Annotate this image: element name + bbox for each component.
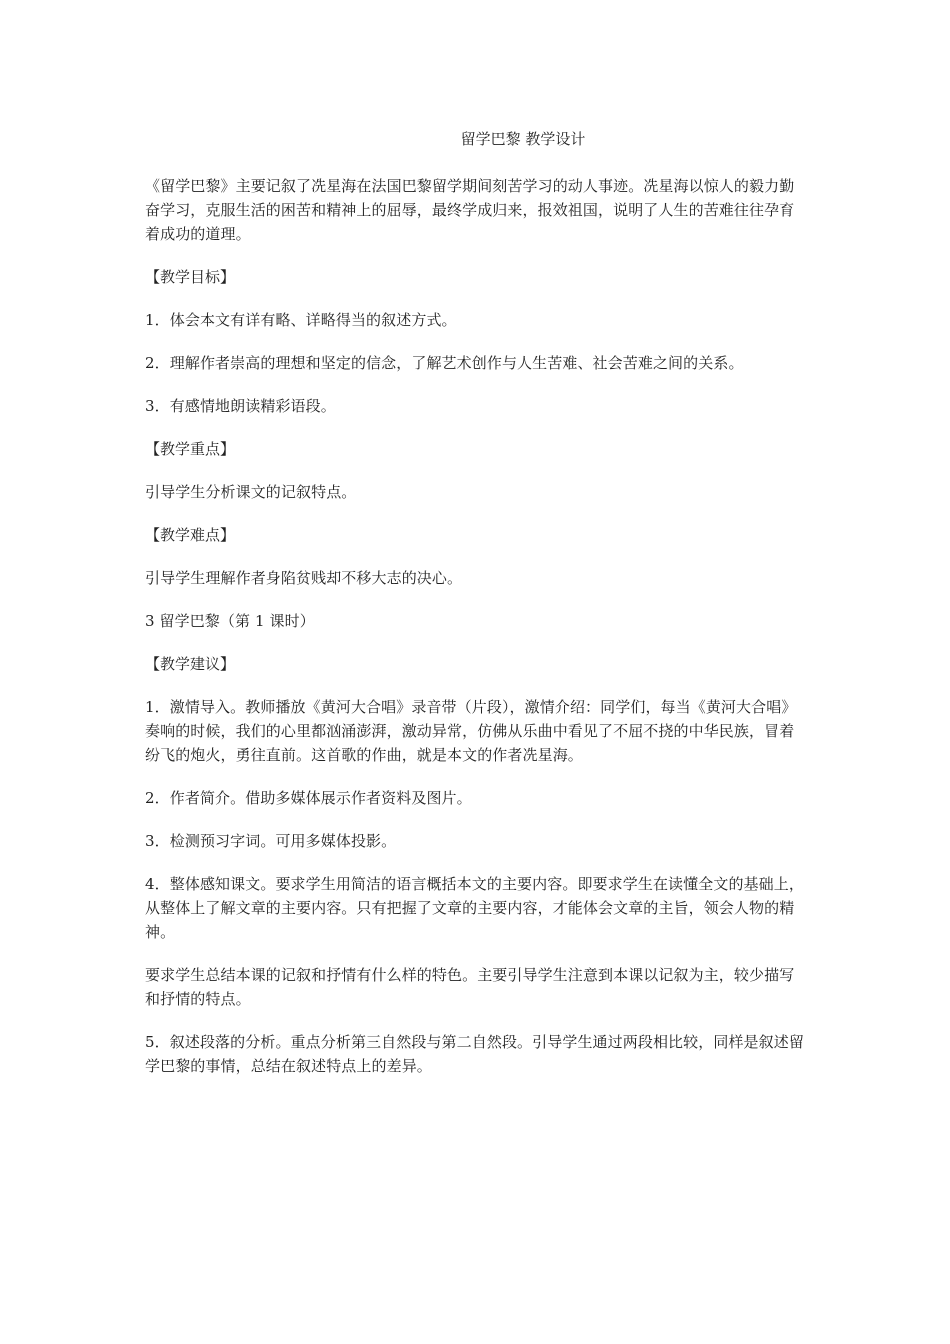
suggestion-item-1: 1．激情导入。教师播放《黄河大合唱》录音带（片段），激情介绍：同学们，每当《黄河大合唱》奏响的时候，我们的心里都汹涌澎湃，激动异常，仿佛从乐曲中看见了不屈不挠的中华民族，冒着纷飞的炮火，勇往直前。这首歌的作曲，就是本文的作者冼星海。 <box>145 698 797 764</box>
document-title: 留学巴黎 教学设计 <box>460 130 586 148</box>
suggestion-item-4: 4．整体感知课文。要求学生用简洁的语言概括本文的主要内容。即要求学生在读懂全文的基础上，从整体上了解文章的主要内容。只有把握了文章的主要内容，才能体会文章的主旨，领会人物的精神。 <box>145 875 804 941</box>
lesson-title: 3 留学巴黎（第 1 课时） <box>145 612 315 630</box>
suggestion-item-5: 5．叙述段落的分析。重点分析第三自然段与第二自然段。引导学生通过两段相比较，同样是叙述留学巴黎的事情，总结在叙述特点上的差异。 <box>145 1033 804 1075</box>
section-heading-key-points: 【教学重点】 <box>145 440 236 458</box>
suggestion-item-2: 2．作者简介。借助多媒体展示作者资料及图片。 <box>145 789 472 807</box>
document-body <box>145 174 807 1097</box>
difficulty-text: 引导学生理解作者身陷贫贱却不移大志的决心。 <box>145 569 463 587</box>
objective-item-1: 1．体会本文有详有略、详略得当的叙述方式。 <box>145 311 457 329</box>
suggestion-item-4-continued: 要求学生总结本课的记叙和抒情有什么样的特色。主要引导学生注意到本课以记叙为主，较少描写和抒情的特点。 <box>145 966 795 1008</box>
intro-paragraph: 《留学巴黎》主要记叙了冼星海在法国巴黎留学期间刻苦学习的动人事迹。冼星海以惊人的毅力勤奋学习，克服生活的困苦和精神上的屈辱，最终学成归来，报效祖国，说明了人生的苦难往往孕育着成功的道理。 <box>145 177 795 243</box>
objective-item-2: 2．理解作者崇高的理想和坚定的信念，了解艺术创作与人生苦难、社会苦难之间的关系。 <box>145 354 744 372</box>
section-heading-suggestions: 【教学建议】 <box>145 655 236 673</box>
key-point-text: 引导学生分析课文的记叙特点。 <box>145 483 357 501</box>
section-heading-objectives: 【教学目标】 <box>145 268 236 286</box>
section-heading-difficulties: 【教学难点】 <box>145 526 236 544</box>
objective-item-3: 3．有感情地朗读精彩语段。 <box>145 397 336 415</box>
suggestion-item-3: 3．检测预习字词。可用多媒体投影。 <box>145 832 397 850</box>
